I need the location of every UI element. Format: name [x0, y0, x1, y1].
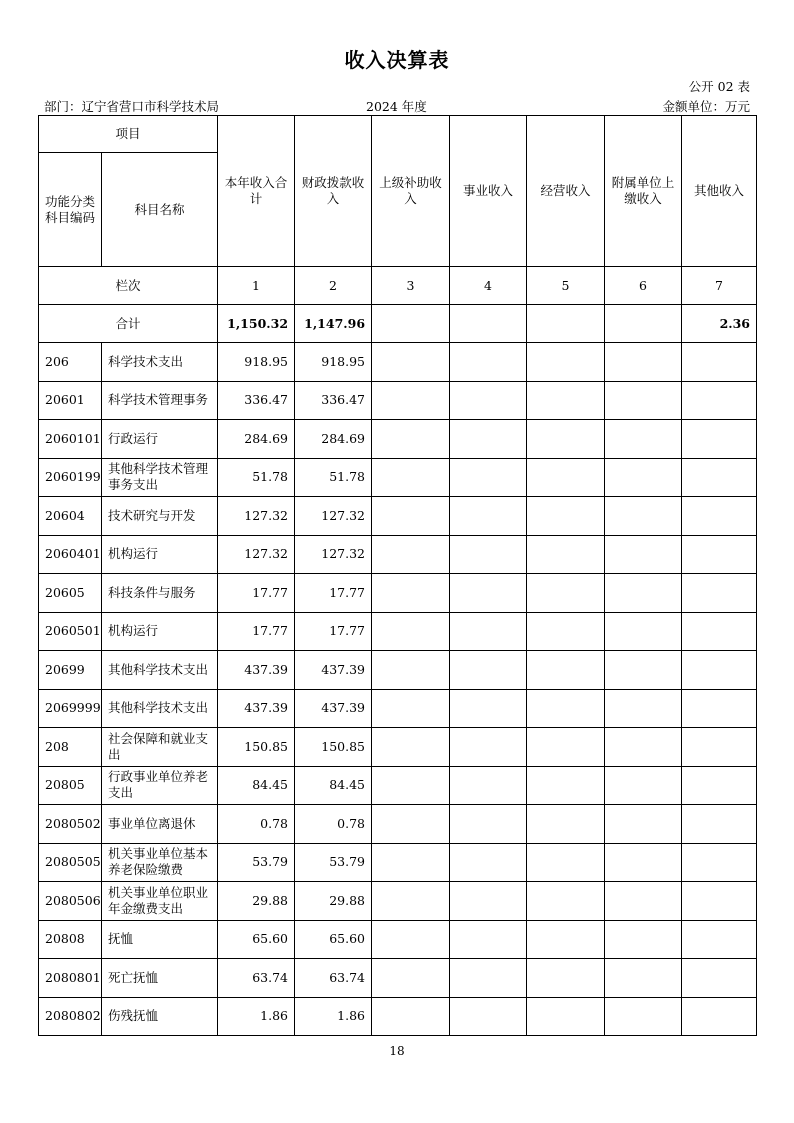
row-fiscal-income: 437.39 — [295, 689, 372, 728]
row-code: 20808 — [39, 920, 102, 959]
total-other: 2.36 — [682, 305, 757, 343]
table-row — [39, 651, 757, 690]
row-affiliated-income — [605, 535, 682, 574]
row-business-income — [450, 612, 527, 651]
row-subject-name: 行政运行 — [102, 420, 218, 459]
row-operating-income — [527, 959, 605, 998]
row-subject-name: 机构运行 — [102, 612, 218, 651]
row-business-income — [450, 535, 527, 574]
table-row — [39, 420, 757, 459]
header-col-5: 经营收入 — [527, 116, 605, 267]
total-fiscal: 1,147.96 — [295, 305, 372, 343]
table-row — [39, 805, 757, 844]
row-subject-name: 机关事业单位基本养老保险缴费 — [102, 843, 218, 882]
row-code: 2060199 — [39, 458, 102, 497]
header-col-1: 本年收入合计 — [218, 116, 295, 267]
row-total-income: 918.95 — [218, 343, 295, 382]
row-operating-income — [527, 612, 605, 651]
header-col-7: 其他收入 — [682, 116, 757, 267]
row-subject-name: 其他科学技术支出 — [102, 651, 218, 690]
row-operating-income — [527, 728, 605, 767]
row-fiscal-income: 17.77 — [295, 574, 372, 613]
row-subject-name: 科技条件与服务 — [102, 574, 218, 613]
table-row — [39, 997, 757, 1036]
row-fiscal-income: 65.60 — [295, 920, 372, 959]
row-total-income: 127.32 — [218, 497, 295, 536]
row-total-income: 63.74 — [218, 959, 295, 998]
row-other-income — [682, 959, 757, 998]
row-superior-income — [372, 497, 450, 536]
row-operating-income — [527, 574, 605, 613]
table-row — [39, 574, 757, 613]
table-row — [39, 766, 757, 805]
table-row — [39, 381, 757, 420]
row-code: 2069999 — [39, 689, 102, 728]
row-other-income — [682, 728, 757, 767]
header-subject-name: 科目名称 — [102, 153, 218, 267]
row-other-income — [682, 535, 757, 574]
row-superior-income — [372, 997, 450, 1036]
header-col-2: 财政拨款收入 — [295, 116, 372, 267]
row-business-income — [450, 920, 527, 959]
row-subject-name: 其他科学技术管理事务支出 — [102, 458, 218, 497]
table-row — [39, 728, 757, 767]
row-affiliated-income — [605, 997, 682, 1036]
row-total-income: 127.32 — [218, 535, 295, 574]
row-affiliated-income — [605, 343, 682, 382]
row-code: 2080506 — [39, 882, 102, 921]
row-superior-income — [372, 766, 450, 805]
row-business-income — [450, 381, 527, 420]
row-affiliated-income — [605, 805, 682, 844]
table-row — [39, 535, 757, 574]
row-affiliated-income — [605, 381, 682, 420]
header-item: 项目 — [39, 116, 218, 153]
row-subject-name: 社会保障和就业支出 — [102, 728, 218, 767]
row-fiscal-income: 1.86 — [295, 997, 372, 1036]
row-other-income — [682, 651, 757, 690]
row-subject-name: 科学技术支出 — [102, 343, 218, 382]
row-affiliated-income — [605, 728, 682, 767]
row-fiscal-income: 51.78 — [295, 458, 372, 497]
row-operating-income — [527, 997, 605, 1036]
total-operating — [527, 305, 605, 343]
row-fiscal-income: 17.77 — [295, 612, 372, 651]
table-row — [39, 843, 757, 882]
row-affiliated-income — [605, 882, 682, 921]
row-code: 206 — [39, 343, 102, 382]
row-total-income: 284.69 — [218, 420, 295, 459]
row-business-income — [450, 420, 527, 459]
row-operating-income — [527, 381, 605, 420]
row-operating-income — [527, 766, 605, 805]
row-fiscal-income: 284.69 — [295, 420, 372, 459]
row-code: 2080505 — [39, 843, 102, 882]
row-business-income — [450, 343, 527, 382]
row-superior-income — [372, 843, 450, 882]
row-fiscal-income: 53.79 — [295, 843, 372, 882]
row-other-income — [682, 420, 757, 459]
row-other-income — [682, 766, 757, 805]
row-subject-name: 事业单位离退休 — [102, 805, 218, 844]
row-other-income — [682, 343, 757, 382]
row-fiscal-income: 127.32 — [295, 497, 372, 536]
row-business-income — [450, 843, 527, 882]
total-affiliated — [605, 305, 682, 343]
row-affiliated-income — [605, 497, 682, 536]
table-row — [39, 497, 757, 536]
row-business-income — [450, 574, 527, 613]
row-affiliated-income — [605, 920, 682, 959]
row-subject-name: 行政事业单位养老支出 — [102, 766, 218, 805]
row-subject-name: 技术研究与开发 — [102, 497, 218, 536]
row-business-income — [450, 651, 527, 690]
row-total-income: 65.60 — [218, 920, 295, 959]
row-total-income: 29.88 — [218, 882, 295, 921]
table-row — [39, 458, 757, 497]
row-operating-income — [527, 497, 605, 536]
total-superior — [372, 305, 450, 343]
row-total-income: 17.77 — [218, 574, 295, 613]
header-col-3: 上级补助收入 — [372, 116, 450, 267]
department-label: 部门：辽宁省营口市科学技术局 — [44, 99, 220, 114]
row-affiliated-income — [605, 574, 682, 613]
total-business — [450, 305, 527, 343]
header-col-6: 附属单位上缴收入 — [605, 116, 682, 267]
row-operating-income — [527, 535, 605, 574]
total-income: 1,150.32 — [218, 305, 295, 343]
row-superior-income — [372, 574, 450, 613]
row-total-income: 51.78 — [218, 458, 295, 497]
row-superior-income — [372, 381, 450, 420]
row-other-income — [682, 381, 757, 420]
row-business-income — [450, 997, 527, 1036]
row-fiscal-income: 437.39 — [295, 651, 372, 690]
row-operating-income — [527, 882, 605, 921]
row-code: 2060101 — [39, 420, 102, 459]
row-total-income: 0.78 — [218, 805, 295, 844]
row-superior-income — [372, 612, 450, 651]
row-affiliated-income — [605, 766, 682, 805]
row-other-income — [682, 458, 757, 497]
row-fiscal-income: 918.95 — [295, 343, 372, 382]
col-index-2: 2 — [295, 267, 372, 305]
row-affiliated-income — [605, 959, 682, 998]
row-fiscal-income: 0.78 — [295, 805, 372, 844]
row-other-income — [682, 882, 757, 921]
table-row — [39, 689, 757, 728]
row-operating-income — [527, 689, 605, 728]
row-affiliated-income — [605, 689, 682, 728]
row-superior-income — [372, 882, 450, 921]
fiscal-year: 2024 年度 — [366, 99, 427, 114]
row-fiscal-income: 150.85 — [295, 728, 372, 767]
col-index-5: 5 — [527, 267, 605, 305]
table-row — [39, 920, 757, 959]
row-code: 2080502 — [39, 805, 102, 844]
row-total-income: 53.79 — [218, 843, 295, 882]
row-other-income — [682, 920, 757, 959]
row-other-income — [682, 997, 757, 1036]
row-operating-income — [527, 343, 605, 382]
row-total-income: 437.39 — [218, 651, 295, 690]
col-index-7: 7 — [682, 267, 757, 305]
table-row — [39, 959, 757, 998]
row-subject-name: 伤残抚恤 — [102, 997, 218, 1036]
row-superior-income — [372, 343, 450, 382]
row-code: 2080802 — [39, 997, 102, 1036]
page-number: 18 — [389, 1044, 405, 1058]
col-index-label: 栏次 — [39, 267, 218, 305]
row-subject-name: 机构运行 — [102, 535, 218, 574]
amount-unit: 金额单位：万元 — [662, 99, 750, 114]
row-subject-name: 机关事业单位职业年金缴费支出 — [102, 882, 218, 921]
row-affiliated-income — [605, 420, 682, 459]
row-other-income — [682, 612, 757, 651]
row-code: 2080801 — [39, 959, 102, 998]
page-title: 收入决算表 — [344, 48, 450, 72]
row-fiscal-income: 127.32 — [295, 535, 372, 574]
income-table — [38, 115, 757, 1036]
row-code: 20699 — [39, 651, 102, 690]
row-operating-income — [527, 920, 605, 959]
row-total-income: 17.77 — [218, 612, 295, 651]
row-business-income — [450, 959, 527, 998]
row-subject-name: 其他科学技术支出 — [102, 689, 218, 728]
col-index-4: 4 — [450, 267, 527, 305]
row-other-income — [682, 574, 757, 613]
row-superior-income — [372, 458, 450, 497]
row-subject-name: 死亡抚恤 — [102, 959, 218, 998]
row-superior-income — [372, 420, 450, 459]
row-fiscal-income: 84.45 — [295, 766, 372, 805]
row-subject-name: 科学技术管理事务 — [102, 381, 218, 420]
row-subject-name: 抚恤 — [102, 920, 218, 959]
header-col-4: 事业收入 — [450, 116, 527, 267]
col-index-6: 6 — [605, 267, 682, 305]
row-code: 208 — [39, 728, 102, 767]
row-operating-income — [527, 843, 605, 882]
row-fiscal-income: 29.88 — [295, 882, 372, 921]
row-total-income: 84.45 — [218, 766, 295, 805]
row-other-income — [682, 497, 757, 536]
total-label: 合计 — [39, 305, 218, 343]
row-business-income — [450, 458, 527, 497]
row-business-income — [450, 728, 527, 767]
row-superior-income — [372, 728, 450, 767]
row-operating-income — [527, 420, 605, 459]
row-business-income — [450, 766, 527, 805]
table-row — [39, 612, 757, 651]
row-business-income — [450, 689, 527, 728]
row-business-income — [450, 805, 527, 844]
row-total-income: 1.86 — [218, 997, 295, 1036]
row-business-income — [450, 497, 527, 536]
row-affiliated-income — [605, 843, 682, 882]
row-total-income: 336.47 — [218, 381, 295, 420]
row-superior-income — [372, 689, 450, 728]
row-code: 20805 — [39, 766, 102, 805]
row-other-income — [682, 843, 757, 882]
row-code: 20604 — [39, 497, 102, 536]
form-number: 公开 02 表 — [688, 79, 750, 94]
row-superior-income — [372, 959, 450, 998]
row-code: 2060501 — [39, 612, 102, 651]
table-row — [39, 343, 757, 382]
row-code: 20601 — [39, 381, 102, 420]
row-total-income: 437.39 — [218, 689, 295, 728]
row-operating-income — [527, 805, 605, 844]
row-total-income: 150.85 — [218, 728, 295, 767]
row-affiliated-income — [605, 612, 682, 651]
row-fiscal-income: 63.74 — [295, 959, 372, 998]
col-index-1: 1 — [218, 267, 295, 305]
row-code: 2060401 — [39, 535, 102, 574]
row-business-income — [450, 882, 527, 921]
row-affiliated-income — [605, 651, 682, 690]
col-index-3: 3 — [372, 267, 450, 305]
row-superior-income — [372, 805, 450, 844]
table-row — [39, 882, 757, 921]
row-operating-income — [527, 458, 605, 497]
row-other-income — [682, 689, 757, 728]
row-superior-income — [372, 920, 450, 959]
header-func-code: 功能分类科目编码 — [39, 153, 102, 267]
row-operating-income — [527, 651, 605, 690]
row-affiliated-income — [605, 458, 682, 497]
row-code: 20605 — [39, 574, 102, 613]
row-superior-income — [372, 535, 450, 574]
row-other-income — [682, 805, 757, 844]
row-fiscal-income: 336.47 — [295, 381, 372, 420]
row-superior-income — [372, 651, 450, 690]
